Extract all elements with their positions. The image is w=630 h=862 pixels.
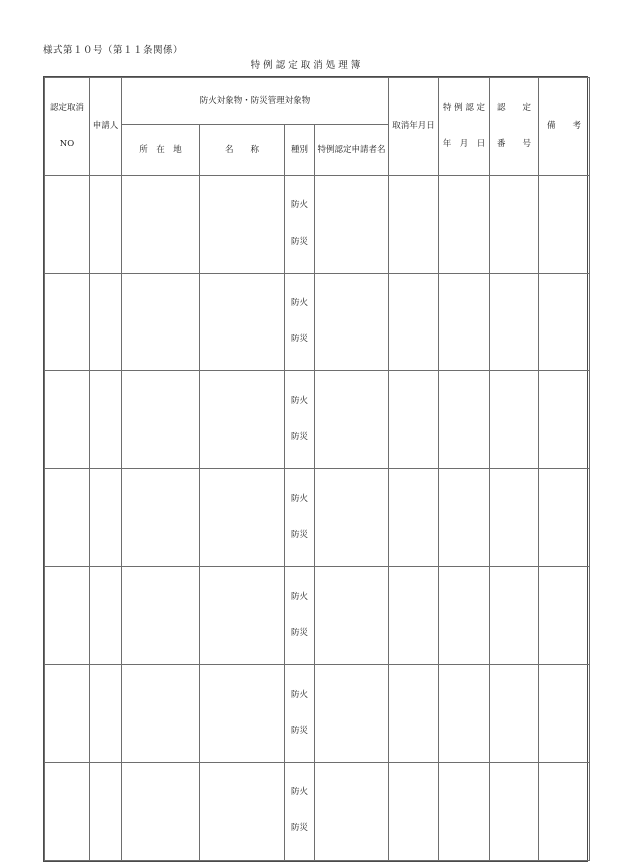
cell-address <box>122 567 200 665</box>
cell-type-line2: 防災 <box>290 823 308 834</box>
header-object-group: 防火対象物・防災管理対象物 <box>122 78 389 125</box>
cell-cert-no <box>490 469 539 567</box>
cell-address <box>122 371 200 469</box>
cell-type-line1: 防火 <box>290 298 308 309</box>
cell-applicant-name <box>315 371 389 469</box>
cell-cancel-date <box>389 567 439 665</box>
cell-type <box>285 762 315 860</box>
cell-type <box>285 469 315 567</box>
cell-type-line1: 防火 <box>290 787 308 798</box>
header-applicant: 申請人 <box>90 78 122 176</box>
cell-type-line2: 防災 <box>290 432 308 443</box>
cell-cancel-no <box>45 371 90 469</box>
cell-address <box>122 762 200 860</box>
cell-applicant-name <box>315 175 389 273</box>
cell-applicant <box>90 567 122 665</box>
cell-name <box>200 175 285 273</box>
cell-type-line2: 防災 <box>290 334 308 345</box>
cell-cert-date <box>439 664 490 762</box>
cell-cancel-date <box>389 664 439 762</box>
cell-name <box>200 273 285 371</box>
header-cancellation-no-line1: 認定取消 <box>49 102 84 113</box>
cell-cancel-date <box>389 762 439 860</box>
register-table <box>44 77 590 861</box>
cell-type <box>285 567 315 665</box>
cell-type-line1: 防火 <box>290 493 308 504</box>
cell-applicant <box>90 273 122 371</box>
cell-applicant-name <box>315 567 389 665</box>
cell-remarks <box>539 273 590 371</box>
table-row <box>45 664 590 762</box>
cell-cert-no <box>490 371 539 469</box>
cell-remarks <box>539 567 590 665</box>
cell-name <box>200 371 285 469</box>
register-table-container <box>43 76 588 862</box>
cell-applicant <box>90 371 122 469</box>
header-type: 種別 <box>285 124 315 175</box>
cell-applicant <box>90 762 122 860</box>
cell-cancel-no <box>45 175 90 273</box>
cell-applicant-name <box>315 273 389 371</box>
table-row <box>45 371 590 469</box>
header-cert-no-line1: 認 定 <box>497 102 532 113</box>
form-number-label: 様式第１０号（第１１条関係） <box>43 45 184 56</box>
cell-applicant-name <box>315 664 389 762</box>
cell-type-line2: 防災 <box>290 627 308 638</box>
table-row <box>45 762 590 860</box>
cell-cancel-date <box>389 273 439 371</box>
cell-type-line1: 防火 <box>290 591 308 602</box>
cell-cancel-date <box>389 175 439 273</box>
header-cert-date-line1: 特 例 認 定 <box>442 102 486 113</box>
cell-type-line1: 防火 <box>290 396 308 407</box>
table-row <box>45 273 590 371</box>
header-name: 名 称 <box>200 124 285 175</box>
cell-type-line2: 防災 <box>290 725 308 736</box>
cell-type <box>285 175 315 273</box>
cell-address <box>122 273 200 371</box>
cell-remarks <box>539 664 590 762</box>
header-cancel-date: 取消年月日 <box>389 78 439 176</box>
cell-cert-date <box>439 567 490 665</box>
cell-cert-date <box>439 762 490 860</box>
cell-type-line1: 防火 <box>290 200 308 211</box>
table-row <box>45 469 590 567</box>
header-cert-no <box>490 78 539 176</box>
cell-applicant-name <box>315 762 389 860</box>
cell-name <box>200 469 285 567</box>
header-cert-date-line2: 年 月 日 <box>442 138 486 149</box>
cell-cert-no <box>490 273 539 371</box>
table-row <box>45 175 590 273</box>
cell-cancel-date <box>389 469 439 567</box>
cell-name <box>200 762 285 860</box>
header-cancellation-no <box>45 78 90 176</box>
cell-cert-no <box>490 664 539 762</box>
cell-cancel-no <box>45 664 90 762</box>
header-remarks: 備 考 <box>539 78 590 176</box>
page-title: 特 例 認 定 取 消 処 理 簿 <box>250 60 361 71</box>
header-cert-no-line2: 番 号 <box>497 138 532 149</box>
header-address: 所 在 地 <box>122 124 200 175</box>
cell-applicant <box>90 469 122 567</box>
header-cert-date <box>439 78 490 176</box>
cell-address <box>122 469 200 567</box>
cell-type-line1: 防火 <box>290 689 308 700</box>
table-row <box>45 567 590 665</box>
cell-cert-date <box>439 175 490 273</box>
cell-name <box>200 567 285 665</box>
cell-applicant-name <box>315 469 389 567</box>
cell-applicant <box>90 664 122 762</box>
cell-cancel-no <box>45 567 90 665</box>
cell-type-line2: 防災 <box>290 529 308 540</box>
cell-applicant <box>90 175 122 273</box>
cell-type-line2: 防災 <box>290 236 308 247</box>
header-cancellation-no-line2: NO <box>59 138 75 149</box>
cell-type <box>285 273 315 371</box>
cell-type <box>285 664 315 762</box>
cell-remarks <box>539 762 590 860</box>
cell-cert-date <box>439 273 490 371</box>
cell-cert-no <box>490 175 539 273</box>
cell-address <box>122 175 200 273</box>
cell-cancel-no <box>45 273 90 371</box>
cell-type <box>285 371 315 469</box>
cell-remarks <box>539 175 590 273</box>
cell-cert-date <box>439 469 490 567</box>
cell-cert-date <box>439 371 490 469</box>
cell-remarks <box>539 371 590 469</box>
cell-name <box>200 664 285 762</box>
header-applicant-name: 特例認定申請者名 <box>315 124 389 175</box>
cell-remarks <box>539 469 590 567</box>
cell-cert-no <box>490 762 539 860</box>
cell-cancel-no <box>45 469 90 567</box>
cell-cert-no <box>490 567 539 665</box>
cell-address <box>122 664 200 762</box>
cell-cancel-no <box>45 762 90 860</box>
cell-cancel-date <box>389 371 439 469</box>
